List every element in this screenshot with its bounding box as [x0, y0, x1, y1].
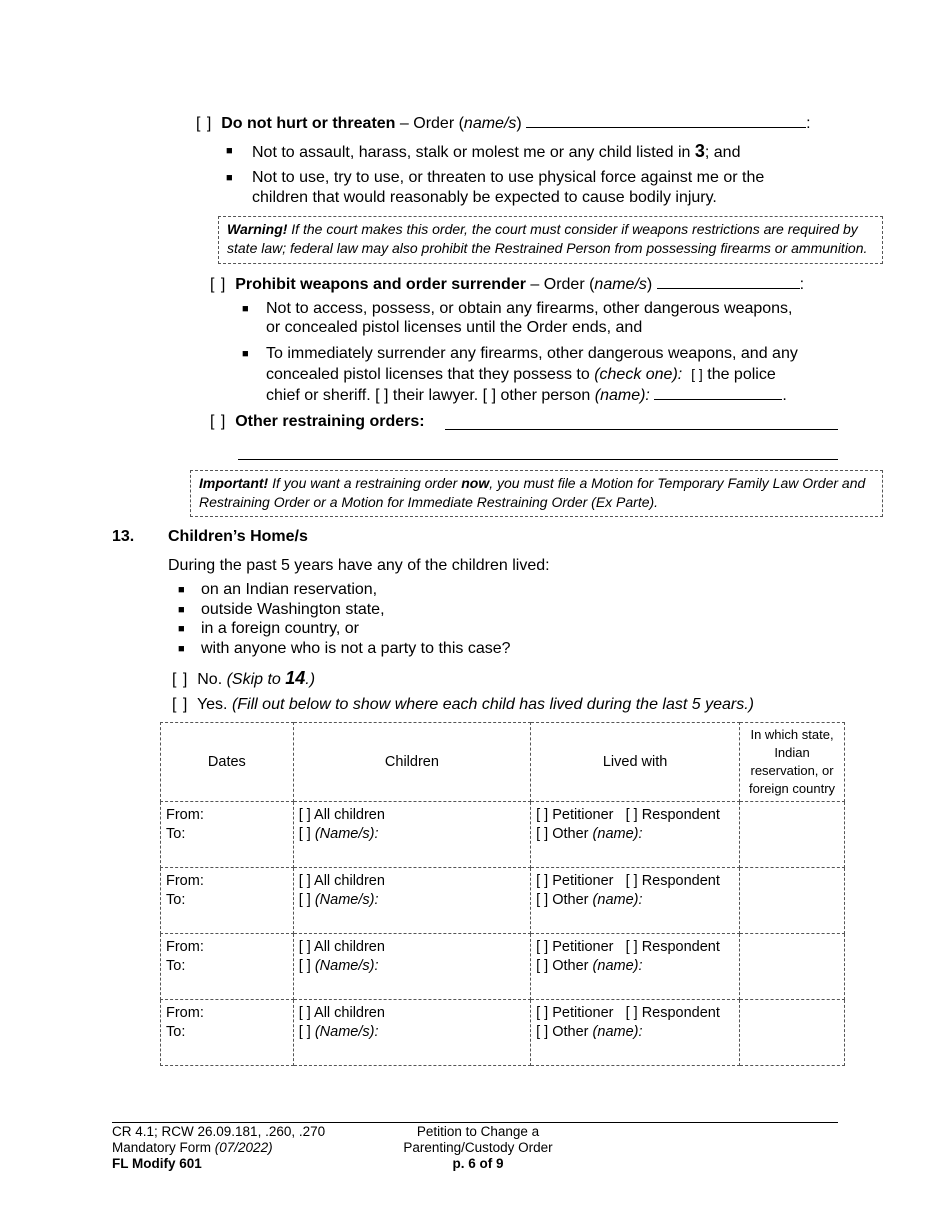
- hurt-names-label: name/s: [463, 115, 517, 132]
- all-children-checkbox[interactable]: [ ] All children: [298, 807, 385, 823]
- weapons-close: ): [646, 276, 653, 293]
- table-row: [161, 1000, 845, 1066]
- footer-doc-title-2: Parenting/Custody Order: [403, 1140, 553, 1155]
- weapons-b2l2-a: concealed pistol licenses that they possess to: [266, 366, 595, 383]
- petitioner-respondent-checkboxes[interactable]: [ ] Petitioner [ ] Respondent: [536, 939, 720, 955]
- header-children: Children: [293, 723, 530, 802]
- lived-with-cell[interactable]: [531, 802, 740, 868]
- from-label: From:: [166, 873, 204, 889]
- warning-label: Warning!: [227, 221, 288, 237]
- weapons-order-line: [210, 273, 804, 295]
- warning-box: [218, 216, 883, 264]
- weapons-bullet-2-line3: [266, 384, 787, 406]
- names-label: (Name/s):: [314, 826, 379, 842]
- dates-cell[interactable]: [161, 868, 294, 934]
- homes-table: [160, 722, 845, 1066]
- all-children-checkbox[interactable]: [ ] All children: [298, 939, 385, 955]
- to-label: To:: [166, 826, 186, 842]
- yes-instructions: (Fill out below to show where each child has lived during the last 5 years.): [231, 696, 754, 713]
- weapons-bullet-2-line1: To immediately surrender any firearms, other dangerous weapons, and any: [266, 345, 798, 362]
- footer-center: [378, 1124, 578, 1172]
- other-orders-checkbox[interactable]: [ ]: [210, 413, 227, 430]
- other-name-label: (name):: [592, 1024, 643, 1040]
- lived-bullet-2: outside Washington state,: [201, 601, 385, 618]
- weapons-bullet-1-line2: or concealed pistol licenses until the Order ends, and: [266, 319, 643, 336]
- important-line1-a: If you want a restraining order: [268, 475, 462, 491]
- other-name-label: (name):: [592, 826, 643, 842]
- police-checkbox[interactable]: [ ]: [691, 366, 703, 382]
- bullet-icon: ■: [242, 303, 249, 315]
- table-row: [161, 802, 845, 868]
- footer-left: [112, 1124, 325, 1172]
- location-cell[interactable]: [740, 868, 845, 934]
- footer-mandatory-label: Mandatory Form: [112, 1140, 215, 1155]
- from-label: From:: [166, 939, 204, 955]
- to-label: To:: [166, 1024, 186, 1040]
- lived-with-cell[interactable]: [531, 868, 740, 934]
- hurt-order-text: – Order (: [395, 115, 464, 132]
- other-checkbox[interactable]: [ ] Other: [536, 826, 593, 842]
- lived-bullet-3: in a foreign country, or: [201, 620, 360, 637]
- names-checkbox[interactable]: [ ]: [298, 958, 315, 974]
- other-orders-field-1[interactable]: [445, 429, 838, 430]
- location-cell[interactable]: [740, 934, 845, 1000]
- location-cell[interactable]: [740, 1000, 845, 1066]
- warning-line2: state law; federal law may also prohibit the Restrained Person from possessing firearms or ammunition.: [227, 240, 868, 256]
- names-label: (Name/s):: [314, 892, 379, 908]
- weapons-b2l3-a: chief or sheriff. [ ] their lawyer. [ ] other person: [266, 387, 595, 404]
- all-children-checkbox[interactable]: [ ] All children: [298, 1005, 385, 1021]
- hurt-bullet1-text-b: ; and: [704, 144, 741, 161]
- hurt-bullet-1: [252, 141, 740, 163]
- names-label: (Name/s):: [314, 1024, 379, 1040]
- other-checkbox[interactable]: [ ] Other: [536, 958, 593, 974]
- weapons-order-text: – Order (: [525, 276, 595, 293]
- from-label: From:: [166, 807, 204, 823]
- important-line2: Restraining Order or a Motion for Immediate Restraining Order (Ex Parte).: [199, 494, 659, 510]
- other-orders-title: Other restraining orders:: [235, 413, 425, 430]
- table-header-row: [161, 723, 845, 802]
- no-skip-b: .): [305, 671, 316, 688]
- hurt-bullet1-ref: 3: [694, 141, 705, 161]
- no-skip-a: (Skip to: [226, 671, 286, 688]
- other-checkbox[interactable]: [ ] Other: [536, 1024, 593, 1040]
- to-label: To:: [166, 892, 186, 908]
- dates-cell[interactable]: [161, 1000, 294, 1066]
- yes-option: [172, 695, 754, 715]
- footer-doc-title-1: Petition to Change a: [416, 1124, 540, 1139]
- bullet-icon: ■: [178, 584, 185, 596]
- other-name-label: (name):: [592, 958, 643, 974]
- other-orders-field-2[interactable]: [238, 459, 838, 460]
- bullet-icon: ■: [178, 604, 185, 616]
- no-skip-ref: 14: [285, 668, 306, 688]
- lived-with-cell[interactable]: [531, 934, 740, 1000]
- hurt-title: Do not hurt or threaten: [221, 115, 396, 132]
- weapons-b2l2-c: the police: [702, 366, 776, 383]
- weapons-name-label: (name):: [594, 387, 650, 404]
- table-row: [161, 934, 845, 1000]
- weapons-names-field[interactable]: [657, 273, 800, 289]
- other-orders-line: [210, 412, 425, 432]
- from-label: From:: [166, 1005, 204, 1021]
- yes-label: Yes.: [196, 696, 232, 713]
- hurt-close: ): [516, 115, 522, 132]
- footer-form-id: FL Modify 601: [112, 1156, 202, 1171]
- hurt-checkbox[interactable]: [ ]: [196, 115, 213, 132]
- children-cell[interactable]: [293, 802, 530, 868]
- no-checkbox[interactable]: [ ]: [172, 671, 189, 688]
- yes-checkbox[interactable]: [ ]: [172, 696, 189, 713]
- table-row: [161, 868, 845, 934]
- hurt-bullet-2-line2: children that would reasonably be expected to cause bodily injury.: [252, 189, 717, 206]
- weapons-checkbox[interactable]: [ ]: [210, 276, 227, 293]
- children-cell[interactable]: [293, 868, 530, 934]
- bullet-icon: ■: [178, 623, 185, 635]
- section-13-question: During the past 5 years have any of the children lived:: [168, 557, 550, 574]
- hurt-bullet-2-line1: Not to use, try to use, or threaten to use physical force against me or the: [252, 169, 765, 186]
- hurt-names-field[interactable]: [526, 112, 806, 128]
- petitioner-respondent-checkboxes[interactable]: [ ] Petitioner [ ] Respondent: [536, 1005, 720, 1021]
- bullet-icon: ■: [226, 172, 233, 184]
- other-checkbox[interactable]: [ ] Other: [536, 892, 593, 908]
- important-line1-b: , you must file a Motion for Temporary Family Law Order and: [489, 475, 866, 491]
- names-checkbox[interactable]: [ ]: [298, 1024, 315, 1040]
- names-checkbox[interactable]: [ ]: [298, 826, 315, 842]
- weapons-title: Prohibit weapons and order surrender: [235, 276, 526, 293]
- header-lived-with: Lived with: [531, 723, 740, 802]
- section-13-number: 13.: [112, 528, 135, 545]
- hurt-order-line: [196, 112, 811, 134]
- petitioner-respondent-checkboxes[interactable]: [ ] Petitioner [ ] Respondent: [536, 873, 720, 889]
- children-cell[interactable]: [293, 1000, 530, 1066]
- bullet-icon: ■: [178, 643, 185, 655]
- important-label: Important!: [199, 475, 269, 491]
- important-now: now: [461, 475, 490, 491]
- children-cell[interactable]: [293, 934, 530, 1000]
- other-person-name-field[interactable]: [654, 384, 782, 400]
- names-label: (Name/s):: [314, 958, 379, 974]
- footer-citation: CR 4.1; RCW 26.09.181, .260, .270: [112, 1124, 326, 1139]
- warning-line1: If the court makes this order, the court must consider if weapons restrictions are required by: [287, 221, 858, 237]
- hurt-colon: :: [806, 115, 811, 132]
- footer-form-date: (07/2022): [214, 1140, 273, 1155]
- lived-bullet-1: on an Indian reservation,: [201, 581, 378, 598]
- weapons-colon: :: [799, 276, 805, 293]
- header-dates: Dates: [161, 723, 294, 802]
- important-box: [190, 470, 883, 517]
- bullet-icon: ■: [226, 145, 233, 157]
- weapons-check-one: (check one):: [594, 366, 683, 383]
- dates-cell[interactable]: [161, 802, 294, 868]
- lived-bullet-4: with anyone who is not a party to this case?: [201, 640, 511, 657]
- no-option: [172, 668, 315, 690]
- no-label: No.: [197, 671, 227, 688]
- footer-page-number: p. 6 of 9: [452, 1156, 504, 1171]
- weapons-bullet-1-line1: Not to access, possess, or obtain any firearms, other dangerous weapons,: [266, 300, 793, 317]
- hurt-bullet1-text-a: Not to assault, harass, stalk or molest me or any child listed in: [252, 144, 695, 161]
- dates-cell[interactable]: [161, 934, 294, 1000]
- footer-divider: [112, 1122, 838, 1123]
- lived-with-cell[interactable]: [531, 1000, 740, 1066]
- weapons-bullet-2-line2: [266, 364, 776, 385]
- weapons-period: .: [782, 387, 787, 404]
- names-checkbox[interactable]: [ ]: [298, 892, 315, 908]
- location-cell[interactable]: [740, 802, 845, 868]
- footer-mandatory: [112, 1140, 325, 1156]
- bullet-icon: ■: [242, 348, 249, 360]
- header-location: In which state, Indian reservation, or foreign country: [740, 723, 845, 802]
- section-13-title: Children’s Home/s: [168, 528, 308, 545]
- petitioner-respondent-checkboxes[interactable]: [ ] Petitioner [ ] Respondent: [536, 807, 720, 823]
- weapons-names-label: name/s: [594, 276, 647, 293]
- to-label: To:: [166, 958, 186, 974]
- all-children-checkbox[interactable]: [ ] All children: [298, 873, 385, 889]
- other-name-label: (name):: [592, 892, 643, 908]
